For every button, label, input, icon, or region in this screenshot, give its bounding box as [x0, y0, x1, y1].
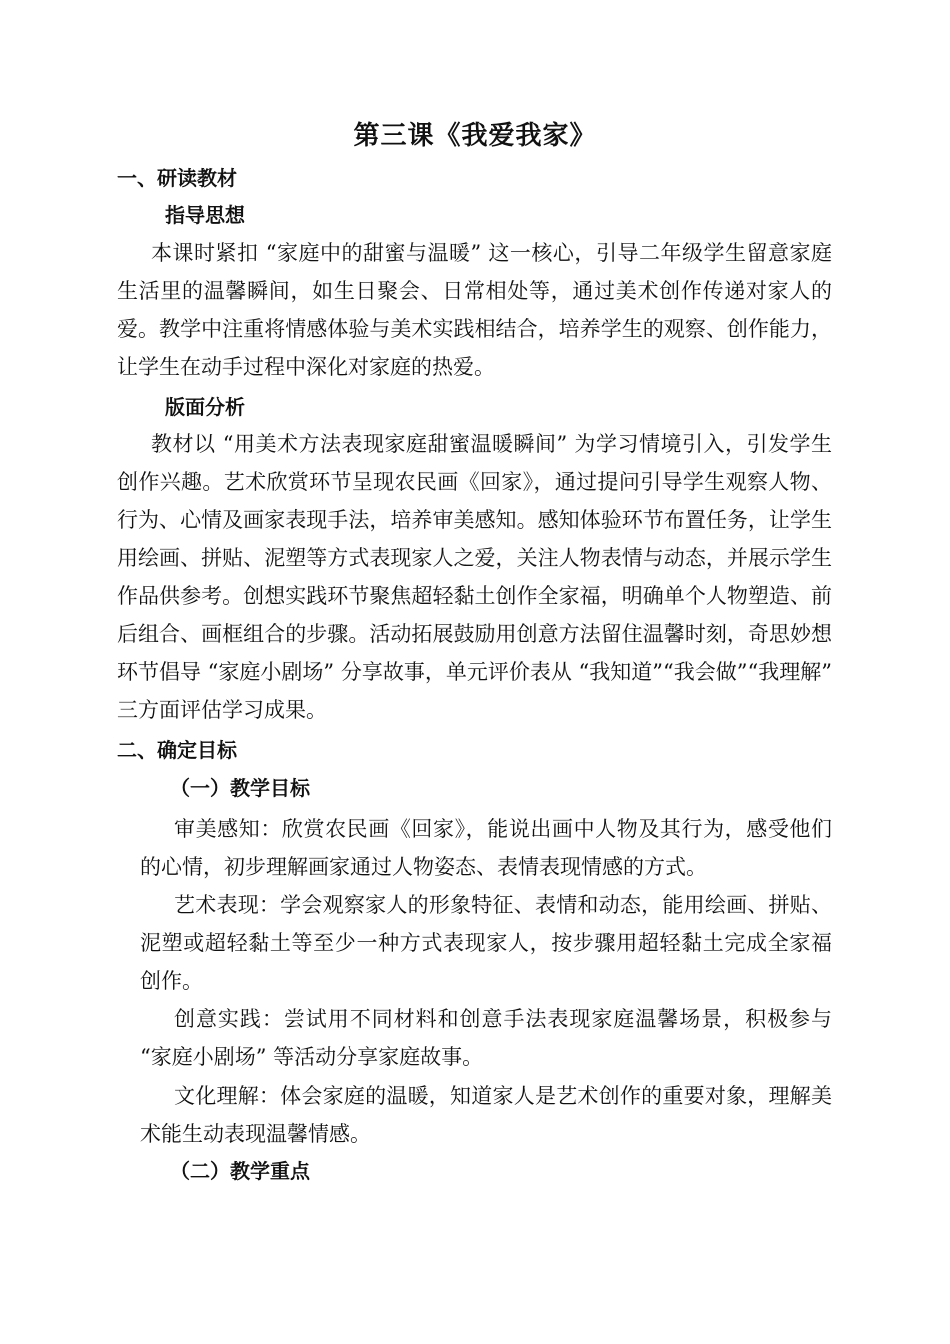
subheading-teaching-key-points: （二）教学重点 [170, 1159, 310, 1183]
goal-creative-practice: 创意实践：尝试用不同材料和创意手法表现家庭温馨场景，积极参与 “家庭小剧场” 等活动分享家庭故事。 [140, 1007, 832, 1069]
lesson-title: 第三课《我爱我家》 [353, 121, 597, 151]
subheading-teaching-goals: （一）教学目标 [170, 776, 310, 800]
paragraph-guiding-thought: 本课时紧扣 “家庭中的甜蜜与温暖” 这一核心，引导二年级学生留意家庭生活里的温馨瞬间，如生日聚会、日常相处等，通过美术创作传递对家人的爱。教学中注重将情感体验与美术实践相结合，培养学生的观察、创作能力，让学生在动手过程中深化对家庭的热爱。 [117, 241, 832, 379]
goal-artistic-expression: 艺术表现：学会观察家人的形象特征、表情和动态，能用绘画、拼贴、泥塑或超轻黏土等至少一种方式表现家人，按步骤用超轻黏土完成全家福创作。 [140, 893, 832, 993]
subheading-guiding-thought: 指导思想 [165, 203, 245, 227]
subheading-layout-analysis: 版面分析 [165, 395, 245, 419]
section-heading-set-goals: 二、确定目标 [117, 738, 237, 762]
section-heading-study-materials: 一、研读教材 [117, 166, 237, 190]
goal-aesthetic-perception: 审美感知：欣赏农民画《回家》，能说出画中人物及其行为，感受他们的心情，初步理解画家通过人物姿态、表情表现情感的方式。 [140, 817, 832, 879]
paragraph-layout-analysis: 教材以 “用美术方法表现家庭甜蜜温暖瞬间” 为学习情境引入，引发学生创作兴趣。艺术欣赏环节呈现农民画《回家》，通过提问引导学生观察人物、行为、心情及画家表现手法，培养审美感知。感知体验环节布置任务，让学生用绘画、拼贴、泥塑等方式表现家人之爱，关注人物表情与动态，并展示学生作品供参考。创想实践环节聚焦超轻黏土创作全家福，明确单个人物塑造、前后组合、画框组合的步骤。活动拓展鼓励用创意方法留住温馨时刻，奇思妙想环节倡导 “家庭小剧场” 分享故事，单元评价表从 “我知道”“我会做”“我理解” 三方面评估学习成果。 [117, 432, 832, 722]
goal-cultural-understanding: 文化理解：体会家庭的温暖，知道家人是艺术创作的重要对象，理解美术能生动表现温馨情感。 [140, 1084, 832, 1146]
